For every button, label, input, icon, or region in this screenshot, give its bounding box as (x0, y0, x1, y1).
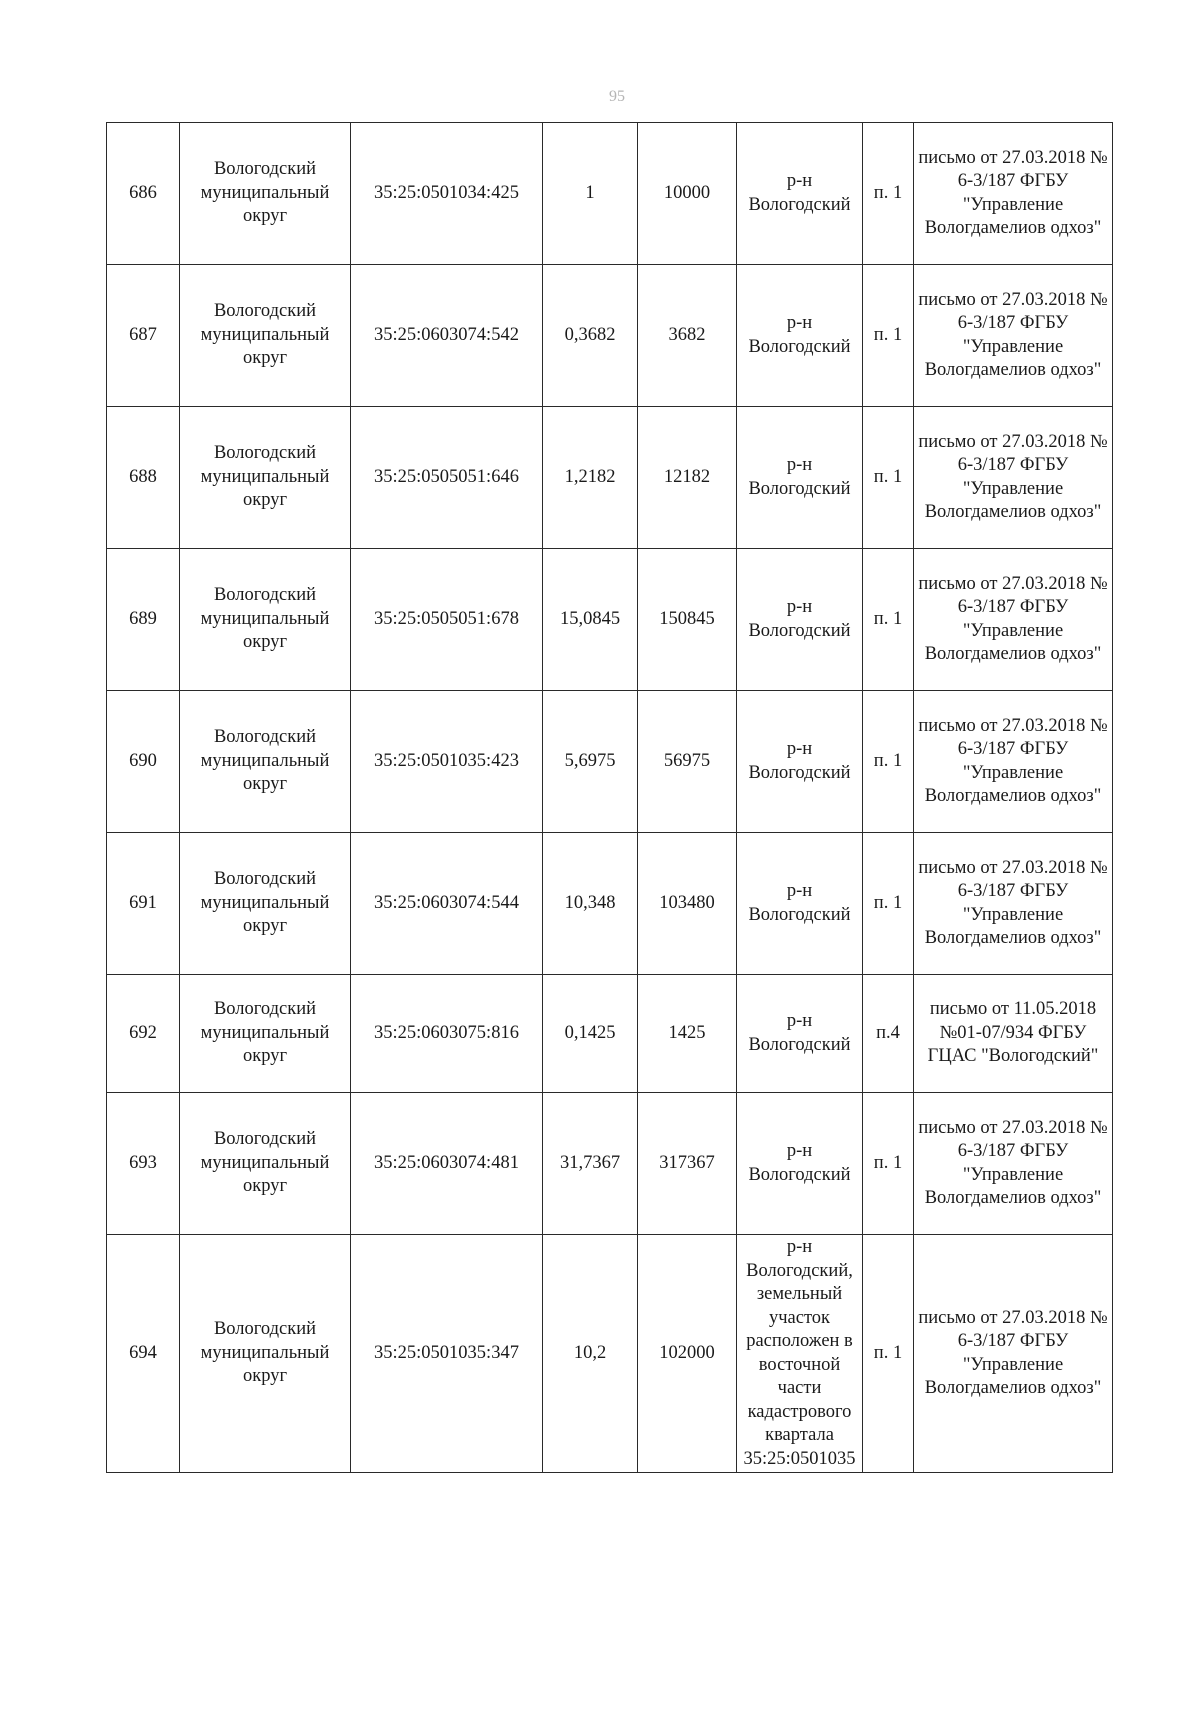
area-square-meters: 103480 (638, 833, 737, 975)
area-square-meters: 12182 (638, 407, 737, 549)
table-row (107, 265, 1113, 407)
area-hectares: 0,1425 (543, 975, 638, 1093)
district-cell: Вологодский муниципальный округ (180, 265, 351, 407)
table-row (107, 833, 1113, 975)
district-cell: Вологодский муниципальный округ (180, 549, 351, 691)
land-plot-table (106, 122, 1113, 1473)
cadastral-number: 35:25:0501034:425 (351, 123, 543, 265)
row-number: 688 (107, 407, 180, 549)
area-hectares: 0,3682 (543, 265, 638, 407)
clause-cell: п.4 (863, 975, 914, 1093)
area-hectares: 31,7367 (543, 1093, 638, 1235)
district-cell: Вологодский муниципальный округ (180, 407, 351, 549)
area-square-meters: 150845 (638, 549, 737, 691)
district-cell: Вологодский муниципальный округ (180, 1093, 351, 1235)
cadastral-number: 35:25:0603074:544 (351, 833, 543, 975)
cadastral-number: 35:25:0505051:646 (351, 407, 543, 549)
clause-cell: п. 1 (863, 833, 914, 975)
area-square-meters: 10000 (638, 123, 737, 265)
location-cell: р-н Вологодский (737, 1093, 863, 1235)
cadastral-number: 35:25:0603074:481 (351, 1093, 543, 1235)
district-cell: Вологодский муниципальный округ (180, 691, 351, 833)
area-hectares: 5,6975 (543, 691, 638, 833)
basis-note: письмо от 27.03.2018 № 6-3/187 ФГБУ "Управление Вологдамелиов одхоз" (914, 265, 1113, 407)
table-body (107, 123, 1113, 1473)
row-number: 690 (107, 691, 180, 833)
area-hectares: 10,348 (543, 833, 638, 975)
location-cell: р-н Вологодский (737, 975, 863, 1093)
location-cell: р-н Вологодский (737, 265, 863, 407)
clause-cell: п. 1 (863, 1093, 914, 1235)
basis-note: письмо от 27.03.2018 № 6-3/187 ФГБУ "Управление Вологдамелиов одхоз" (914, 123, 1113, 265)
row-number: 686 (107, 123, 180, 265)
cadastral-number: 35:25:0603074:542 (351, 265, 543, 407)
page-number: 95 (609, 88, 625, 105)
area-square-meters: 56975 (638, 691, 737, 833)
area-hectares: 10,2 (543, 1235, 638, 1473)
district-cell: Вологодский муниципальный округ (180, 975, 351, 1093)
basis-note: письмо от 27.03.2018 № 6-3/187 ФГБУ "Управление Вологдамелиов одхоз" (914, 691, 1113, 833)
area-hectares: 1,2182 (543, 407, 638, 549)
row-number: 687 (107, 265, 180, 407)
basis-note: письмо от 27.03.2018 № 6-3/187 ФГБУ "Управление Вологдамелиов одхоз" (914, 549, 1113, 691)
area-hectares: 15,0845 (543, 549, 638, 691)
cadastral-number: 35:25:0501035:423 (351, 691, 543, 833)
area-square-meters: 102000 (638, 1235, 737, 1473)
table-row (107, 975, 1113, 1093)
location-cell: р-н Вологодский (737, 407, 863, 549)
district-cell: Вологодский муниципальный округ (180, 123, 351, 265)
area-square-meters: 1425 (638, 975, 737, 1093)
clause-cell: п. 1 (863, 691, 914, 833)
row-number: 691 (107, 833, 180, 975)
clause-cell: п. 1 (863, 265, 914, 407)
table-row (107, 691, 1113, 833)
location-cell: р-н Вологодский (737, 691, 863, 833)
location-cell: р-н Вологодский (737, 549, 863, 691)
district-cell: Вологодский муниципальный округ (180, 1235, 351, 1473)
area-hectares: 1 (543, 123, 638, 265)
clause-cell: п. 1 (863, 407, 914, 549)
location-cell: р-н Вологодский (737, 833, 863, 975)
row-number: 692 (107, 975, 180, 1093)
table-row (107, 123, 1113, 265)
basis-note: письмо от 27.03.2018 № 6-3/187 ФГБУ "Управление Вологдамелиов одхоз" (914, 833, 1113, 975)
table-row (107, 549, 1113, 691)
location-cell: р-н Вологодский, земельный участок расположен в восточной части кадастрового квартала 35:25:0501035 (737, 1235, 863, 1473)
basis-note: письмо от 27.03.2018 № 6-3/187 ФГБУ "Управление Вологдамелиов одхоз" (914, 1093, 1113, 1235)
area-square-meters: 317367 (638, 1093, 737, 1235)
cadastral-number: 35:25:0501035:347 (351, 1235, 543, 1473)
table-row (107, 1093, 1113, 1235)
clause-cell: п. 1 (863, 123, 914, 265)
cadastral-number: 35:25:0603075:816 (351, 975, 543, 1093)
location-cell: р-н Вологодский (737, 123, 863, 265)
row-number: 694 (107, 1235, 180, 1473)
table-row (107, 407, 1113, 549)
table-row (107, 1235, 1113, 1473)
basis-note: письмо от 11.05.2018 №01-07/934 ФГБУ ГЦАС "Вологодский" (914, 975, 1113, 1093)
clause-cell: п. 1 (863, 1235, 914, 1473)
basis-note: письмо от 27.03.2018 № 6-3/187 ФГБУ "Управление Вологдамелиов одхоз" (914, 1235, 1113, 1473)
basis-note: письмо от 27.03.2018 № 6-3/187 ФГБУ "Управление Вологдамелиов одхоз" (914, 407, 1113, 549)
area-square-meters: 3682 (638, 265, 737, 407)
cadastral-number: 35:25:0505051:678 (351, 549, 543, 691)
row-number: 689 (107, 549, 180, 691)
clause-cell: п. 1 (863, 549, 914, 691)
district-cell: Вологодский муниципальный округ (180, 833, 351, 975)
row-number: 693 (107, 1093, 180, 1235)
